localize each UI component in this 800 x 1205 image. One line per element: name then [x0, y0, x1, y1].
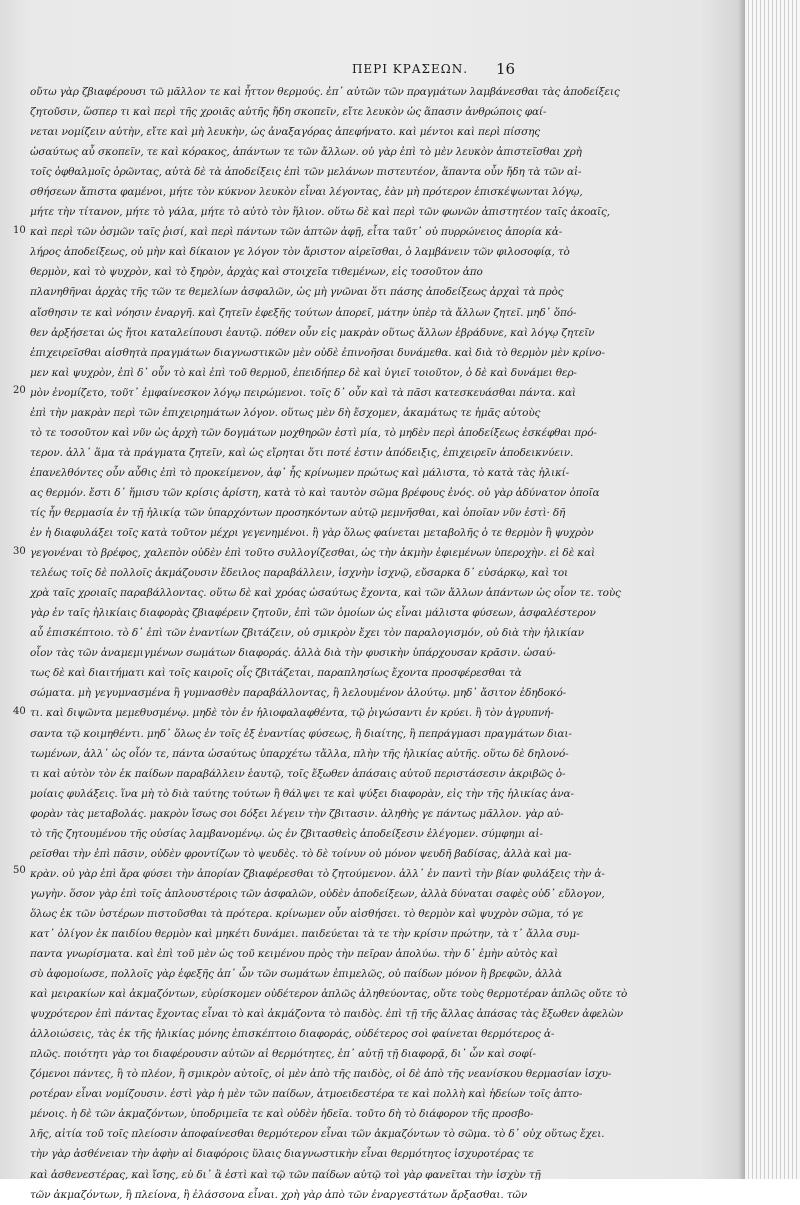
line-number-50: 50 [13, 865, 26, 876]
text-line: ψυχρότερον ἐπὶ πάντας ἔχοντας εἶναι τὸ καὶ ἀκμάζοντα τὸ παιδὸς. ἐπὶ τῇ τῆς ἄλλας ἁπάσας τὰς ἔξωθεν ἀφελὼν [30, 1008, 624, 1021]
text-line: ροτέραν εἶναι νομίζουσιν. ἐστὶ γὰρ ἡ μὲν τῶν παίδων, ἀτμοειδεστέρα τε καὶ πολλὴ καὶ ἡδείων τοῖς ἁπτο- [30, 1088, 583, 1101]
text-line: κρὰν. οὐ γὰρ ἐπὶ ἄρα φύσει τὴν ἀπορίαν ζβιαφέρεσθαι τὸ ζητούμενον. ἀλλ᾽ ἐν παντὶ τὴν βίαν φυλάξεις τὴν ἀ- [30, 867, 605, 880]
text-line: τι. καὶ διψῶντα μεμεθυσμένῳ. μηδὲ τὸν ἐν ἡλιοφαλαφθέντα, τῷ ῥιγώσαντι ἐν κρύει. ἢ τὸν ἀγρυπνή- [30, 707, 554, 720]
text-line: ζητοῦσιν, ὥσπερ τι καὶ περὶ τῆς χροιᾶς αὐτῆς ἤδη σκοπεῖν, εἴτε λευκὸν ὡς ἅπασιν ἀνθρώποις φαί- [30, 106, 547, 119]
page-edges [745, 0, 800, 1179]
text-line: σώματα. μὴ γεγυμνασμένα ἢ γυμνασθὲν παραβάλλοντας, ἢ λελουμένον ἀλούτῳ. μηδ᾽ ἄσιτον ἐδηδοκό- [30, 687, 567, 700]
text-line: θερμὸν, καὶ τὸ ψυχρὸν, καὶ τὸ ξηρὸν, ἀρχὰς καὶ στοιχεῖα τιθεμένων, εἰς τοσοῦτον ἀπο [30, 266, 483, 279]
text-line: καὶ περὶ τῶν ὀσμῶν ταῖς ῥισί, καὶ περὶ πάντων τῶν ἁπτῶν ἁφῇ, εἶτα ταῦτ᾽ οὐ πυρρώνειος ἀπορία κἀ- [30, 226, 563, 239]
text-line: ὅλως ἐκ τῶν ὑστέρων πιστοῦσθαι τὰ πρότερα. κρίνωμεν οὖν αἰσθήσει. τὸ θερμὸν καὶ ψυχρὸν σῶμα, τό γε [30, 907, 584, 920]
text-line: ἐπανελθόντες οὖν αὖθις ἐπὶ τὸ προκείμενον, ἀφ᾽ ἧς κρίνωμεν πρώτως καὶ μάλιστα, τὸ κατὰ τὰς ἡλικί- [30, 466, 570, 479]
text-line: γὰρ ἐν ταῖς ἡλικίαις διαφορὰς ζβιαφέρειν ζητοῦν, ἐπὶ τῶν ὁμοίων ὡς εἶναι μάλιστα φύσεων, ἀσφαλέστερον [30, 607, 596, 620]
text-line: τι καὶ αὐτὸν τὸν ἐκ παίδων παραβάλλειν ἑαυτῷ, τοῖς ἔξωθεν ἁπάσαις αὐτοῦ περιστάσεσιν ἀκριβῶς ὁ- [30, 767, 566, 780]
text-line: ἐπιχειρεῖσθαι αἰσθητὰ πραγμάτων διαγνωστικῶν μὲν οὐδὲ ἐπινοῆσαι δυνάμεθα. καὶ διὰ τὸ θερμὸν μὲν κρίνο- [30, 346, 605, 359]
text-line: αὖ ἐπισκέπτοιο. τὸ δ᾽ ἐπὶ τῶν ἐναντίων ζβιτάζειν, οὐ σμικρὸν ἔχει τὸν παραλογισμόν, οὐ διὰ τὴν ἡλικίαν [30, 627, 584, 640]
text-line: τὸ τε τοσοῦτον καὶ νῦν ὡς ἀρχὴ τῶν δογμάτων μοχθηρῶν ἐστὶ μία, τὸ μηδὲν περὶ ἀποδείξεως ἐσκέφθαι πρό- [30, 426, 597, 439]
text-line: ζόμενοι πάντες, ἢ τὸ πλέον, ἢ σμικρὸν αὐτοῖς, οἱ μὲν ἀπὸ τῆς παιδὸς, οἱ δὲ ἀπὸ τῆς νεανίσκου θερμασίαν ἰσχυ- [30, 1068, 612, 1081]
text-line: τωμένων, ἀλλ᾽ ὡς οἷόν τε, πάντα ὡσαύτως ὑπαρχέτω τἄλλα, πλὴν τῆς ἡλικίας αὐτῆς. οὕτω δὲ δηλονό- [30, 747, 569, 760]
text-block [30, 82, 628, 1205]
text-line: τελέως τοῖς δὲ πολλοῖς ἀκμάζουσιν ἔδειλος παραβάλλειν, ἰσχνὴν ἰσχνῷ, εὔσαρκα δ᾽ εὐσάρκῳ, καὶ τοι [30, 567, 569, 580]
text-line: τερον. ἀλλ᾽ ἅμα τὰ πράγματα ζητεῖν, καὶ ὡς εἴρηται ὅτι ποτέ ἐστιν ἀπόδειξις, ἐπιχειρεῖν ἀποδεικνύειν. [30, 446, 574, 459]
text-line: τὴν γὰρ ἀσθένειαν τὴν ἁφὴν αἱ διαφόροις ὕλαις διαγνωστικὴν εἶναι θερμότητος ἰσχυροτέρας τε [30, 1148, 534, 1161]
text-line: μοίαις φυλάξεις. ἵνα μὴ τὸ διὰ ταύτης τούτων ἢ θάλψει τε καὶ ψύξει διαφορὰν, εἰς τὴν τῆς ἡλικίας ἀνα- [30, 787, 574, 800]
text-line: νεται νομίζειν αὐτὴν, εἴτε καὶ μὴ λευκὴν, ὡς ἀναξαγόρας ἀπεφήνατο. καὶ μέντοι καὶ περὶ πίσσης [30, 126, 541, 139]
text-line: τίς ἦν θερμασία ἐν τῇ ἡλικίᾳ τῶν ὑπαρχόντων προσηκόντων αὐτῷ μεμνῆσθαι, καὶ ὁποῖαν νῦν ἐστὶ· δῆ [30, 506, 566, 519]
text-line: σαντα τῷ κοιμηθέντι. μηδ᾽ ὅλως ἐν τοῖς ἐξ ἐναντίας φύσεως, ἢ διαίτης, ἢ πεπράγμασι πραγμάτων διαι- [30, 727, 572, 740]
text-line: οὔτω γὰρ ζβιαφέρουσι τῶ μᾶλλον τε καὶ ἧττον θερμούς. ἐπ᾽ αὐτῶν τῶν πραγμάτων λαμβάνεσθαι τὰς ἀποδείξεις [30, 86, 620, 98]
text-line: γωγὴν. ὅσον γὰρ ἐπὶ τοῖς ἀπλουστέροις τῶν ἀσφαλῶν, οὐδὲν ἀποδείξεων, ἀλλὰ δύναται σαφὲς οὐδ᾽ εὔλογον, [30, 887, 605, 900]
text-line: αἴσθησιν τε καὶ νόησιν ἐναργῆ. καὶ ζητεῖν ἐφεξῆς τούτων ἀπορεῖ, μάτην ὑπὲρ τὰ ἄλλων ζητεῖ. μηδ᾽ ὅπό- [30, 306, 577, 319]
text-line: τως δὲ καὶ διαιτήματι καὶ τοῖς καιροῖς οἷς ζβιτάζεται, παραπλησίως ἔχοντα προσφέρεσθαι τὰ [30, 667, 522, 680]
text-line: ἐπὶ τὴν μακρὰν περὶ τῶν ἐπιχειρημάτων λόγον. οὕτως μὲν δὴ ἔσχομεν, ἀκαμάτως τε ἡμᾶς αὐτοὺς [30, 406, 541, 419]
text-line: καὶ ἀσθενεστέρας, καὶ ἴσης, εὑ δι᾽ ἃ ἐστὶ καὶ τῷ τῶν παίδων αὐτῷ τοὶ γὰρ φανεῖται τὴν ἰσχὺν τῇ [30, 1168, 541, 1181]
text-line: μὸν ἐνομίζετο, τοῦτ᾽ ἐμφαίνεσκον λόγῳ πειρώμενοι. τοῖς δ᾽ οὖν καὶ τὰ πᾶσι κατεσκευάσθαι πάντα. καὶ [30, 386, 576, 399]
line-number-40: 40 [13, 706, 26, 717]
text-line: φορὰν τὰς μεταβολάς. μακρὸν ἴσως σοι δόξει λέγειν τὴν ζβιτασιν. ἀληθὴς γε πάντως μᾶλλον. γὰρ αὐ- [30, 807, 564, 820]
text-line: ας θερμόν. ἔστι δ᾽ ἥμισυ τῶν κρίσις ἀρίστη, κατὰ τὸ καὶ ταυτὸν σῶμα βρέφους ἐνός. οὐ γὰρ ἀδύνατον ὁποῖα [30, 486, 600, 499]
line-number-10: 10 [13, 225, 26, 236]
text-line: πλῶς. ποιότητι γὰρ τοι διαφέρουσιν αὐτῶν αἱ θερμότητες, ἐπ᾽ αὐτῇ τῇ διαφορᾷ, δι᾽ ὧν καὶ σοφί- [30, 1048, 536, 1061]
text-line: ἐν ἡ διαφυλάξει τοῖς κατὰ τοῦτον μέχρι γεγενημένοι. ἢ γὰρ ὅλως φαίνεται μεταβολῆς ὁ τε θερμὸν ἢ ψυχρὸν [30, 527, 594, 540]
text-line: σὺ ἀφομοίωσε, πολλοῖς γὰρ ἐφεξῆς ἀπ᾽ ὧν τῶν σωμάτων ἐπιμελῶς, οὐ παίδων μόνον ἢ βρεφῶν, ἀλλὰ [30, 968, 563, 981]
text-line: θεν ἀρξήσεται ὡς ἤτοι καταλείπουσι ἑαυτῷ. πόθεν οὖν εἰς μακρὰν οὕτως ἄλλων ἐβράδυνε, καὶ λόγῳ ζητεῖν [30, 326, 595, 339]
text-line: οἷον τὰς τῶν ἀναμεμιγμένων σωμάτων διαφοράς. ἀλλὰ διὰ τὴν φυσικὴν ὑπάρχουσαν κρᾶσιν. ὡσαύ- [30, 647, 556, 660]
text-line: τοῖς ὀφθαλμοῖς ὁρῶντας, αὐτὰ δὲ τὰ ἀποδείξεις ἐπὶ τῶν μελάνων πιστευτέον, ἅπαντα οὖν ἤδη τὰ τῶν αἰ- [30, 166, 582, 179]
text-line: λῆς, αἰτία τοῦ τοῖς πλείοσιν ἀποφαίνεσθαι θερμότερον εἶναι τῶν ἀκμαζόντων τὸ σῶμα. τὸ δ᾽ οὐχ οὕτως ἔχει. [30, 1128, 605, 1141]
text-line: κατ᾽ ὀλίγον ἐκ παιδίου θερμὸν καὶ μηκέτι δυνάμει. παιδεύεται τὰ τε τὴν κρίσιν πρώτην, τὰ τ᾽ ἄλλα συμ- [30, 927, 580, 940]
text-line: γεγονέναι τὸ βρέφος, χαλεπὸν οὐδὲν ἐπὶ τοῦτο συλλογίζεσθαι, ὡς τὴν ἀκμὴν ἐφιεμένων ὑπεροχὴν. εἰ δὲ καὶ [30, 547, 595, 560]
text-line: ἀλλοιώσεις, τὰς ἐκ τῆς ἡλικίας μόνης ἐπισκέπτοιο διαφοράς, οὐδέτερος σοὶ φαίνεται θερμότερος ἁ- [30, 1028, 555, 1041]
text-line: λήρος ἀποδείξεως, οὐ μὴν καὶ δίκαιον γε λόγον τὸν ἄριστον αἱρεῖσθαι, ὁ λαμβάνειν τῶν φιλοσοφίᾳ, τὸ [30, 246, 570, 259]
text-line: τῶν ἀκμαζόντων, ἢ πλείονα, ἢ ἐλάσσονα εἶναι. χρὴ γὰρ ἀπὸ τῶν ἐναργεστάτων ἄρξασθαι. τῶν [30, 1188, 528, 1201]
text-line: τὸ τῆς ζητουμένου τῆς οὐσίας λαμβανομένῳ. ὡς ἐν ζβιτασθεὶς ἀποδείξεσιν ἐλέγομεν. σύμφημι αἱ- [30, 827, 543, 840]
running-head: ΠΕΡΙ ΚΡΑΣΕΩΝ. [351, 62, 469, 76]
text-line: μήτε τὴν τίτανον, μήτε τὸ γάλα, μήτε τὸ αὐτὸ τὸν ἥλιον. οὕτω δὲ καὶ περὶ τῶν φωνῶν ἀπιστητέον ταῖς ἀκοαῖς, [30, 206, 610, 219]
line-number-30: 30 [13, 546, 26, 557]
text-line: πλανηθῆναι ἀρχὰς τῆς τῶν τε θεμελίων ἀσφαλῶν, ὡς μὴ γνῶναι ὅτι πάσης ἀποδείξεως ἀρχαὶ τὰ πρὸς [30, 286, 564, 299]
text-line: χρὰ ταῖς χροιαῖς παραβάλλοντας. οὕτω δὲ καὶ χρόας ὡσαύτως ἔχοντα, καὶ τῶν ἄλλων ἁπάντων ὡς οἷον τε. τοὺς [30, 587, 621, 600]
text-line: μένοις. ἡ δὲ τῶν ἀκμαζόντων, ὑποδριμεῖα τε καὶ οὐδὲν ἡδεῖα. τοῦτο δὴ τὸ διάφορον τῆς προσβο- [30, 1108, 534, 1121]
text-line: μεν καὶ ψυχρὸν, ἐπὶ δ᾽ οὖν τὸ καὶ ἐπὶ τοῦ θερμοῦ, ἐπειδήπερ δὲ καὶ ὑγιεῖ τοιοῦτον, ὁ δὲ καὶ δυνάμει θερ- [30, 366, 577, 379]
page-number: 16 [496, 60, 516, 78]
text-line: καὶ μειρακίων καὶ ἀκμαζόντων, εὑρίσκομεν οὐδέτερον ἁπλῶς ἀληθεύοντας, οὔτε τοὺς θερμοτέραν ἁπλῶς οὔτε τὸ [30, 988, 628, 1001]
text-line: ρεῖσθαι τὴν ἐπὶ πᾶσιν, οὐδὲν φροντίζων τὸ ψευδὲς. τὸ δὲ τοίνυν οὐ μόνον ψευδῆ βαδίσας, ἀλλὰ καὶ μα- [30, 847, 572, 860]
text-line: ὡσαύτως αὖ σκοπεῖν, τε καὶ κόρακος, ἀπάντων τε τῶν ἄλλων. οὐ γὰρ ἐπὶ τὸ μὲν λευκὸν ἀπιστεῖσθαι χρὴ [30, 146, 582, 159]
text-line: παντα γνωρίσματα. καὶ ἐπὶ τοῦ μὲν ὡς τοῦ κειμένου πρὸς τὴν πεῖραν ἀπολύω. τὴν δ᾽ ἐμὴν αὐτὸς καὶ [30, 948, 558, 961]
text-line: σθήσεων ἄπιστα φαμένοι, μήτε τὸν κύκνον λευκὸν εἶναι λέγοντας, ἐὰν μὴ πρότερον ἐπισκέψωνται λόγῳ, [30, 186, 583, 199]
line-number-20: 20 [13, 385, 26, 396]
